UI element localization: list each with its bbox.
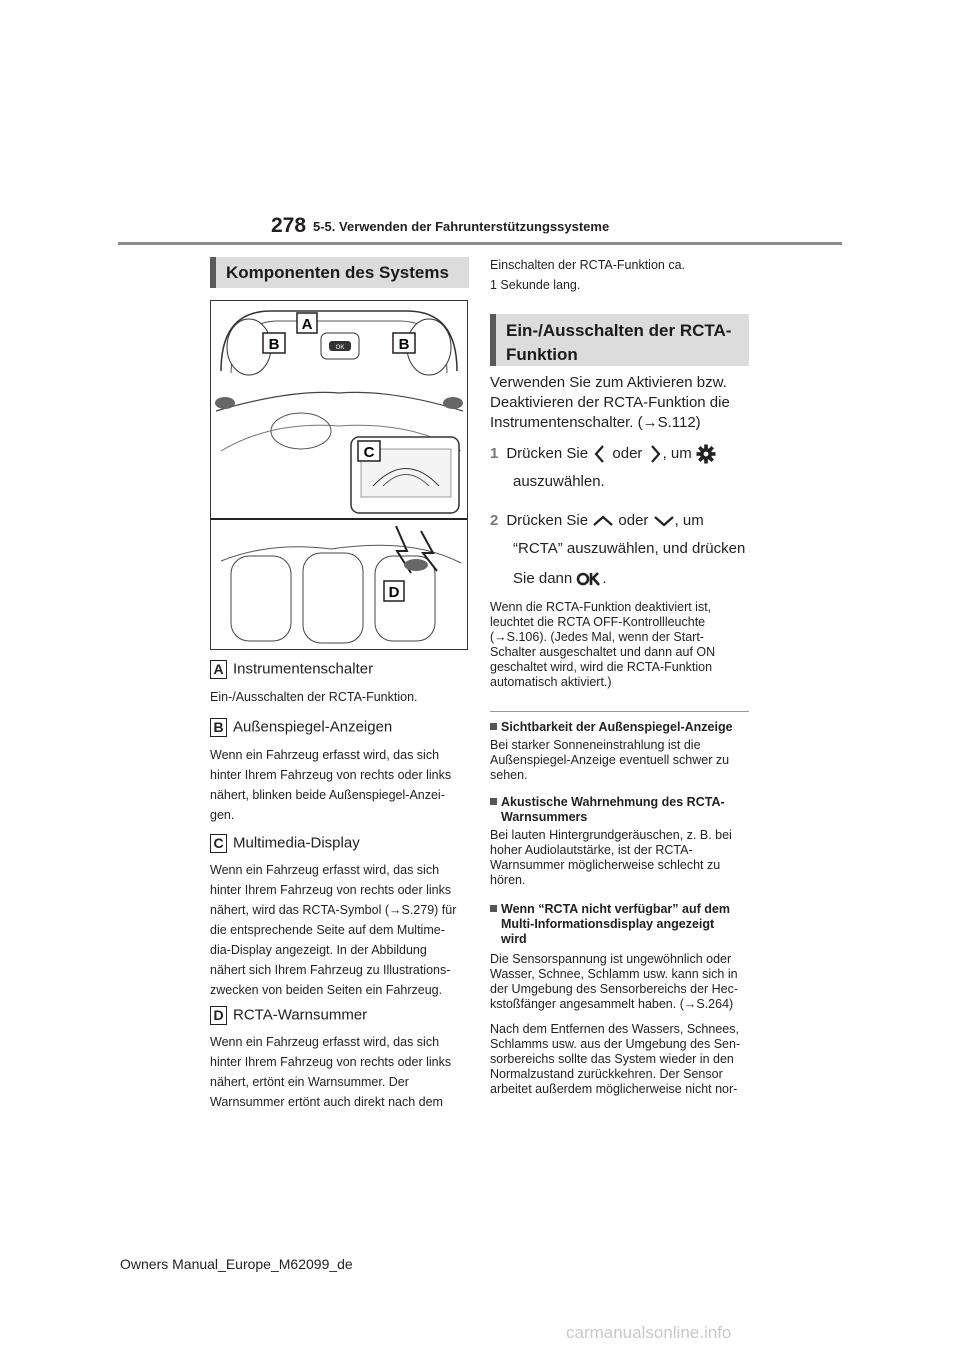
step-1-number: 1 [490, 445, 499, 462]
item-c-line: nähert sich Ihrem Fahrzeug zu Illustrations- [210, 963, 451, 977]
sub-3-title-text: wird [501, 932, 527, 946]
sub-2-line: hören. [490, 873, 526, 887]
item-d-body [210, 1032, 451, 1112]
sub-1-line: Bei starker Sonneneinstrahlung ist die [490, 738, 701, 752]
sub-1-body [490, 738, 729, 783]
step-2-text-end: Sie dann [513, 570, 573, 587]
step-2-number: 2 [490, 512, 499, 529]
label-b-left: B [268, 336, 280, 353]
item-d-line: Warnsummer ertönt auch direkt nach dem [210, 1095, 443, 1109]
item-c-line: Wenn ein Fahrzeug erfasst wird, das sich [210, 863, 440, 877]
item-c-body [210, 860, 456, 1000]
sub-1-line: Außenspiegel-Anzeige eventuell schwer zu [490, 753, 730, 767]
item-c-line: dia-Display angezeigt. In der Abbildung [210, 943, 427, 957]
sub-3-line: Schlamms usw. aus der Umgebung des Sen- [490, 1037, 741, 1051]
note-text [490, 600, 715, 690]
sub-3-title [490, 902, 730, 947]
item-b-title: Außenspiegel-Anzeigen [233, 718, 393, 736]
continued-line: Einschalten der RCTA-Funktion ca. [490, 258, 685, 272]
label-c: C [363, 444, 375, 461]
header-rule [118, 242, 842, 245]
gear-icon [696, 444, 716, 464]
item-a-line: Ein-/Ausschalten der RCTA-Funktion. [210, 690, 418, 704]
item-c-title: Multimedia-Display [233, 834, 360, 852]
section-title-line: Funktion [506, 345, 578, 364]
sub-2-title-text: Warnsummers [501, 810, 588, 824]
step-2-period: . [602, 570, 607, 587]
item-c-line: nähert, wird das RCTA-Symbol (→S.279) für [210, 903, 457, 917]
system-components-illustration [210, 300, 468, 650]
step-1-line-2: auszuwählen. [513, 473, 605, 490]
sub-3-title-text: Multi-Informationsdisplay angezeigt [501, 917, 715, 931]
note-line: Schalter ausgeschaltet und dann auf ON [490, 645, 716, 659]
section-title-toggle [490, 314, 749, 366]
badge-d: D [210, 1006, 227, 1025]
item-c-line: zwecken von beiden Seiten ein Fahrzeug. [210, 983, 443, 997]
step-1-or: oder [612, 445, 643, 462]
step-2-or: oder [618, 512, 649, 529]
sub-1-title [490, 720, 733, 735]
step-1 [490, 443, 716, 465]
label-d: D [388, 584, 400, 601]
sub-1-title-text: Sichtbarkeit der Außenspiegel-Anzeige [501, 720, 733, 734]
intro-text [490, 373, 730, 433]
item-b-line: Wenn ein Fahrzeug erfasst wird, das sich [210, 748, 440, 762]
sub-2-line: Warnsummer möglicherweise schlecht zu [490, 858, 721, 872]
note-line: leuchtet die RCTA OFF-Kontrollleuchte [490, 615, 706, 629]
sub-3-line: Wasser, Schnee, Schlamm usw. kann sich in [490, 967, 738, 981]
sub-2-title-text: Akustische Wahrnehmung des RCTA- [501, 795, 725, 809]
item-b-heading [210, 718, 392, 737]
section-title-components: Komponenten des Systems [210, 257, 469, 288]
badge-b: B [210, 718, 227, 737]
continued-text [490, 255, 685, 295]
badge-c: C [210, 834, 227, 853]
step-2-line-2: “RCTA” auszuwählen, und drücken [513, 540, 746, 557]
section-title-line: Ein-/Ausschalten der RCTA- [506, 321, 732, 340]
sub-2-line: Bei lauten Hintergrundgeräuschen, z. B. bei [490, 828, 732, 842]
footer-text: Owners Manual_Europe_M62099_de [120, 1256, 353, 1272]
item-c-line: die entsprechende Seite auf dem Multime- [210, 923, 445, 937]
note-line: (→S.106). (Jedes Mal, wenn der Start- [490, 630, 704, 644]
ok-label: OK [335, 345, 345, 351]
item-d-line: hinter Ihrem Fahrzeug von rechts oder links [210, 1055, 452, 1069]
intro-line: Verwenden Sie zum Aktivieren bzw. [490, 374, 727, 391]
item-c-heading [210, 834, 360, 853]
sub-3-line: Die Sensorspannung ist ungewöhnlich oder [490, 952, 732, 966]
sub-2-line: hoher Audiolautstärke, ist der RCTA- [490, 843, 693, 857]
note-line: automatisch aktiviert.) [490, 675, 612, 689]
step-2-line-3 [513, 570, 607, 587]
item-b-line: hinter Ihrem Fahrzeug von rechts oder links [210, 768, 452, 782]
step-1-um: , um [662, 445, 692, 462]
badge-a: A [210, 660, 227, 679]
section-divider [490, 711, 749, 712]
sub-3-body-2 [490, 1022, 740, 1097]
illustration-drawing [211, 301, 467, 649]
step-1-text: Drücken Sie [506, 445, 589, 462]
item-a-body [210, 687, 418, 707]
item-b-line: gen. [210, 808, 235, 822]
ok-icon [576, 571, 602, 587]
step-2-um: , um [674, 512, 704, 529]
sub-3-line: der Umgebung des Sensorbereichs der Hec- [490, 982, 739, 996]
sub-3-line: arbeitet außerdem möglicherweise nicht nor- [490, 1082, 738, 1096]
chevron-right-icon [647, 444, 663, 464]
page-number: 278 [271, 214, 307, 237]
sub-2-body [490, 828, 732, 888]
chevron-left-icon [592, 444, 608, 464]
chevron-up-icon [592, 514, 614, 528]
continued-line: 1 Sekunde lang. [490, 278, 581, 292]
note-line: Wenn die RCTA-Funktion deaktiviert ist, [490, 600, 712, 614]
item-a-heading [210, 660, 373, 679]
item-a-title: Instrumentenschalter [233, 660, 374, 678]
label-b-right: B [398, 336, 410, 353]
sub-3-title-text: Wenn “RCTA nicht verfügbar” auf dem [501, 902, 730, 916]
item-b-body [210, 745, 451, 825]
item-d-line: nähert, ertönt ein Warnsummer. Der [210, 1075, 409, 1089]
sub-1-line: sehen. [490, 768, 528, 782]
label-a: A [301, 316, 313, 333]
sub-3-line: Nach dem Entfernen des Wassers, Schnees, [490, 1022, 739, 1036]
sub-3-body [490, 952, 738, 1012]
square-bullet-icon [490, 905, 497, 912]
item-b-line: nähert, blinken beide Außenspiegel-Anzei- [210, 788, 445, 802]
running-title: 5-5. Verwenden der Fahrunterstützungssysteme [313, 219, 610, 234]
square-bullet-icon [490, 798, 497, 805]
item-d-heading [210, 1006, 367, 1025]
sub-3-line: kstoßfänger angesammelt haben. (→S.264) [490, 997, 734, 1011]
sub-3-line: sorbereichs sollte das System wieder in den [490, 1052, 734, 1066]
item-c-line: hinter Ihrem Fahrzeug von rechts oder links [210, 883, 452, 897]
note-line: geschaltet wird, wird die RCTA-Funktion [490, 660, 713, 674]
intro-line: Deaktivieren der RCTA-Funktion die [490, 394, 730, 411]
item-d-title: RCTA-Warnsummer [233, 1006, 368, 1024]
chevron-down-icon [653, 514, 675, 528]
step-2-text: Drücken Sie [506, 512, 589, 529]
sub-3-line: Normalzustand zurückkehren. Der Sensor [490, 1067, 723, 1081]
square-bullet-icon [490, 723, 497, 730]
item-d-line: Wenn ein Fahrzeug erfasst wird, das sich [210, 1035, 440, 1049]
sub-2-title [490, 795, 725, 825]
intro-line: Instrumentenschalter. (→S.112) [490, 414, 701, 431]
step-2 [490, 510, 704, 532]
watermark: carmanualsonline.info [566, 1323, 732, 1342]
